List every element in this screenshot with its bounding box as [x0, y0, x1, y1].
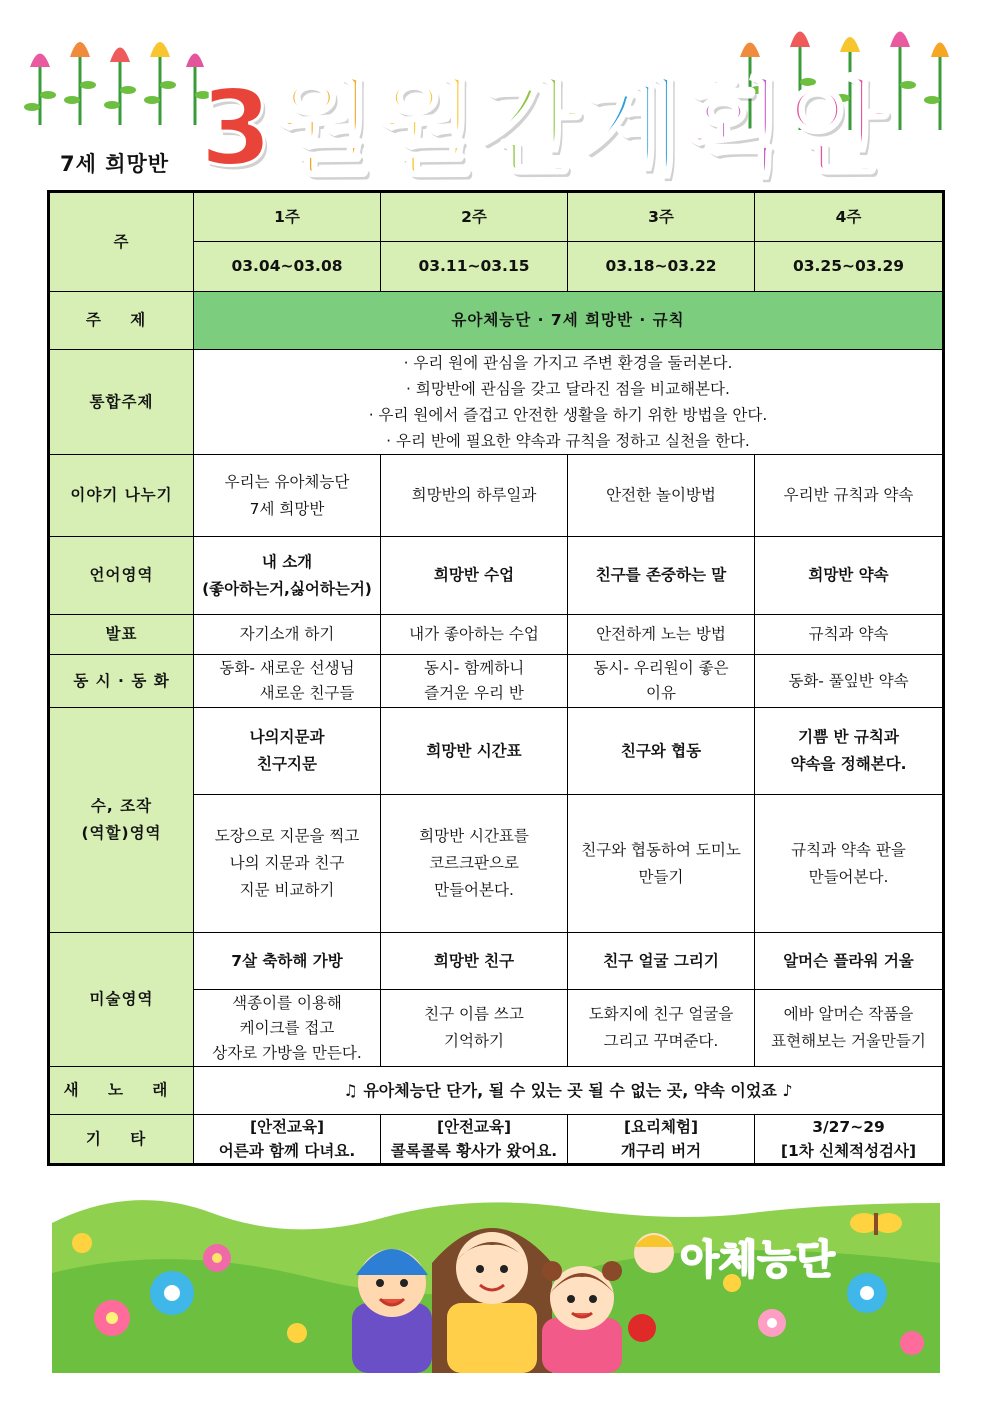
week-2-name: 2주 [381, 192, 568, 242]
cell-line: [1차 신체적성검사] [780, 1142, 917, 1160]
language-week-4: 희망반 약속 [755, 537, 944, 615]
poem-label: 동 시 · 동 화 [49, 655, 194, 708]
song-row [49, 1067, 944, 1115]
talk-week-4: 우리반 규칙과 약속 [755, 455, 944, 537]
cell-line: 어른과 함께 다녀요. [218, 1142, 356, 1160]
week-label: 주 [49, 192, 194, 292]
math-desc-week-3 [568, 795, 755, 933]
cell-line: 기억하기 [444, 1032, 504, 1050]
song-value: ♫ 유아체능단 단가, 될 수 있는 곳 될 수 없는 곳, 약속 이었죠 ♪ [194, 1067, 944, 1115]
cell-line: 지문 비교하기 [239, 881, 335, 899]
cell-line: 케이크를 접고 [239, 1018, 335, 1037]
page-header [0, 0, 992, 190]
etc-label: 기 타 [49, 1115, 194, 1165]
cell-line: 만들기 [638, 867, 684, 886]
poem-week-4: 동화- 풀잎반 약속 [755, 655, 944, 708]
etc-row [49, 1115, 944, 1165]
poem-week-1 [194, 655, 381, 708]
cell-line: [안전교육] [249, 1118, 325, 1136]
cell-line: 내 소개 [261, 552, 313, 571]
art-desc-week-4 [755, 990, 944, 1067]
cell-line: 에바 알머슨 작품을 [783, 1005, 914, 1023]
present-week-2: 내가 좋아하는 수업 [381, 615, 568, 655]
talk-week-2: 희망반의 하루일과 [381, 455, 568, 537]
talk-week-3: 안전한 놀이방법 [568, 455, 755, 537]
art-desc-week-2 [381, 990, 568, 1067]
week-4-name: 4주 [755, 192, 944, 242]
etc-week-2 [381, 1115, 568, 1165]
present-week-1: 자기소개 하기 [194, 615, 381, 655]
cell-line: 상자로 가방을 만든다. [212, 1043, 362, 1062]
talk-row [49, 455, 944, 537]
cell-line: 개구리 버거 [620, 1142, 702, 1160]
monthly-plan-table [47, 190, 945, 1166]
week-4-date: 03.25~03.29 [755, 242, 944, 292]
cell-line: 만들어본다. [434, 881, 514, 899]
title-char: 안 [786, 67, 888, 189]
math-desc-week-1 [194, 795, 381, 933]
week-row [49, 192, 944, 242]
language-label: 언어영역 [49, 537, 194, 615]
kids-garden-illustration [52, 1183, 940, 1373]
integrated-item: · 희망반에 관심을 갖고 달라진 점을 비교해본다. [406, 380, 730, 398]
week-1-date: 03.04~03.08 [194, 242, 381, 292]
cell-line: 동시- 우리원이 좋은 [593, 659, 729, 677]
talk-week-1 [194, 455, 381, 537]
cell-line: 희망반 시간표를 [419, 827, 529, 845]
tulip-flowers-left-decoration [20, 15, 210, 125]
poem-week-3 [568, 655, 755, 708]
cell-line: 도장으로 지문을 찍고 [214, 827, 360, 845]
week-1-name: 1주 [194, 192, 381, 242]
cell-line: 색종이를 이용해 [232, 993, 342, 1012]
poem-row [49, 655, 944, 708]
cell-line: 도화지에 친구 얼굴을 [588, 1005, 734, 1023]
art-title-week-3: 친구 얼굴 그리기 [568, 933, 755, 990]
cell-line: 우리는 유아체능단 [224, 472, 350, 491]
theme-row [49, 292, 944, 350]
cell-line: 콜록콜록 황사가 왔어요. [390, 1142, 558, 1160]
cell-line: 새로운 친구들 [259, 684, 355, 702]
cell-line: 나의지문과 [249, 728, 325, 746]
art-label: 미술영역 [49, 933, 194, 1067]
present-row [49, 615, 944, 655]
cell-line: 약속을 정해본다. [790, 755, 907, 773]
cell-line: [요리체험] [623, 1118, 699, 1136]
label-line: (역할)영역 [81, 824, 162, 842]
cell-line: 나의 지문과 친구 [229, 854, 345, 872]
title-char: 간 [479, 67, 580, 189]
math-desc-week-4 [755, 795, 944, 933]
cell-line: 규칙과 약속 판을 [791, 840, 906, 859]
integrated-item: · 우리 원에 관심을 가지고 주변 환경을 둘러본다. [403, 354, 733, 372]
math-title-week-4 [755, 708, 944, 795]
cell-line: 친구와 협동하여 도미노 [581, 840, 741, 859]
math-label [49, 708, 194, 933]
art-title-week-1: 7살 축하해 가방 [194, 933, 381, 990]
art-title-week-4: 알머슨 플라워 거울 [755, 933, 944, 990]
class-name: 7세 희망반 [60, 152, 170, 176]
language-week-1 [194, 537, 381, 615]
art-desc-week-1 [194, 990, 381, 1067]
integrated-item: · 우리 반에 필요한 약속과 규칙을 정하고 실천을 한다. [386, 432, 750, 450]
cell-line: 이유 [646, 684, 676, 702]
math-desc-week-2 [381, 795, 568, 933]
cell-line: 친구지문 [257, 755, 317, 773]
math-title-week-2: 희망반 시간표 [381, 708, 568, 795]
page-title [200, 20, 889, 189]
language-week-2: 희망반 수업 [381, 537, 568, 615]
cell-line: 동시- 함께하니 [423, 659, 525, 677]
title-char: 월 [376, 67, 478, 189]
week-3-name: 3주 [568, 192, 755, 242]
label-line: 수, 조작 [90, 797, 153, 815]
cell-line: 그리고 꾸며준다. [603, 1032, 719, 1050]
title-char: 획 [684, 67, 785, 189]
integrated-label: 통합주제 [49, 350, 194, 455]
cell-line: 7세 희망반 [249, 499, 325, 518]
integrated-list [194, 350, 944, 455]
art-title-row [49, 933, 944, 990]
etc-week-3 [568, 1115, 755, 1165]
math-title-row [49, 708, 944, 795]
cell-line: 즐거운 우리 반 [424, 684, 524, 702]
poem-week-2 [381, 655, 568, 708]
theme-label: 주 제 [49, 292, 194, 350]
cell-line: 동화- 새로운 선생님 [219, 659, 355, 677]
cell-line: [안전교육] [436, 1118, 512, 1136]
week-2-date: 03.11~03.15 [381, 242, 568, 292]
art-desc-week-3 [568, 990, 755, 1067]
integrated-row [49, 350, 944, 455]
etc-week-1 [194, 1115, 381, 1165]
cell-line: 만들어본다. [808, 867, 889, 886]
week-3-date: 03.18~03.22 [568, 242, 755, 292]
cell-line: 3/27~29 [812, 1118, 885, 1136]
title-char: 월 [274, 67, 375, 189]
song-label: 새 노 래 [49, 1067, 194, 1115]
theme-value: 유아체능단 · 7세 희망반 · 규칙 [194, 292, 944, 350]
etc-week-4 [755, 1115, 944, 1165]
cell-line: 친구 이름 쓰고 [424, 1005, 524, 1023]
language-week-3: 친구를 존중하는 말 [568, 537, 755, 615]
math-title-week-1 [194, 708, 381, 795]
integrated-item: · 우리 원에서 즐겁고 안전한 생활을 하기 위한 방법을 안다. [368, 406, 768, 424]
footer-illustration [52, 1183, 940, 1373]
present-week-3: 안전하게 노는 방법 [568, 615, 755, 655]
present-label: 발표 [49, 615, 194, 655]
present-week-4: 규칙과 약속 [755, 615, 944, 655]
cell-line: 기쁨 반 규칙과 [798, 728, 899, 746]
talk-label: 이야기 나누기 [49, 455, 194, 537]
math-title-week-3: 친구와 협동 [568, 708, 755, 795]
cell-line: 코르크판으로 [429, 854, 519, 872]
language-row [49, 537, 944, 615]
cell-line: 표현해보는 거울만들기 [771, 1032, 926, 1050]
footer-logo-text: 아체능단 [680, 1237, 835, 1283]
cell-line: (좋아하는거,싫어하는거) [202, 579, 372, 598]
title-char: 3 [200, 67, 273, 189]
art-title-week-2: 희망반 친구 [381, 933, 568, 990]
title-char: 계 [581, 67, 683, 189]
